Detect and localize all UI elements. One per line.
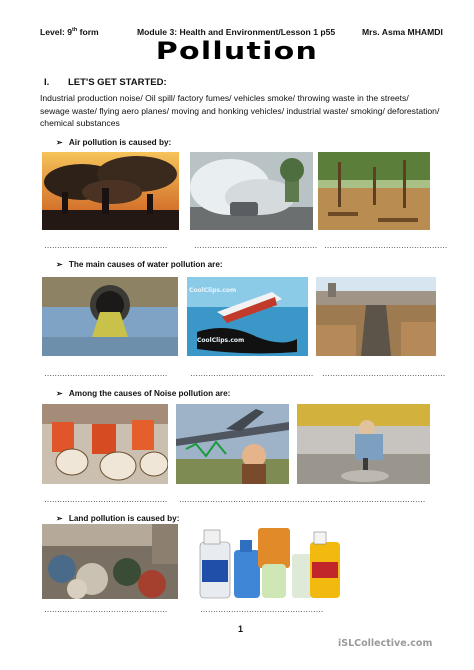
teacher-label: Mrs. Asma MHAMDI bbox=[362, 27, 443, 37]
arrow-icon: ➢ bbox=[56, 260, 63, 269]
air-question: ➢ Air pollution is caused by: bbox=[56, 138, 172, 147]
noise-answer-blank-3[interactable]: ………………………………………… bbox=[302, 495, 426, 504]
clipart-watermark-2: CoolClips.com bbox=[197, 337, 245, 344]
sewage-waste-image bbox=[42, 277, 178, 356]
noise-answer-blank-1[interactable]: ………………………………………… bbox=[44, 495, 168, 504]
noise-question: ➢ Among the causes of Noise pollution are: bbox=[56, 389, 231, 398]
module-label: Module 3: Health and Environment/Lesson 1 p55 bbox=[137, 27, 336, 37]
section-numeral: I. bbox=[44, 77, 50, 88]
water-question: ➢ The main causes of water pollution are: bbox=[56, 260, 223, 269]
water-answer-blank-1[interactable]: ………………………………………… bbox=[44, 369, 168, 378]
page-number: 1 bbox=[238, 624, 244, 634]
water-answer-blank-2[interactable]: ………………………………………… bbox=[190, 369, 314, 378]
land-question: ➢ Land pollution is caused by: bbox=[56, 514, 180, 523]
vehicle-smoke-image bbox=[190, 152, 313, 230]
page-title: Pollution bbox=[155, 37, 319, 65]
land-answer-blank-1[interactable]: ………………………………………… bbox=[44, 605, 168, 614]
air-answer-blank-3[interactable]: ………………………………………… bbox=[324, 241, 448, 250]
section-heading: LET'S GET STARTED: bbox=[68, 77, 167, 88]
street-drummers-image bbox=[42, 404, 168, 484]
chemical-substances-image bbox=[196, 524, 346, 602]
noise-answer-blank-2[interactable]: ………………………………………… bbox=[179, 495, 303, 504]
factory-fumes-image bbox=[42, 152, 179, 230]
land-answer-blank-2[interactable]: ………………………………………… bbox=[200, 605, 324, 614]
water-answer-blank-3[interactable]: ………………………………………… bbox=[322, 369, 446, 378]
air-answer-blank-2[interactable]: ………………………………………… bbox=[194, 241, 318, 250]
arrow-icon: ➢ bbox=[56, 138, 63, 147]
deforestation-image bbox=[318, 152, 430, 230]
arrow-icon: ➢ bbox=[56, 514, 63, 523]
footer-watermark: iSLCollective.com bbox=[338, 638, 433, 649]
road-works-image bbox=[297, 404, 430, 484]
arrow-icon: ➢ bbox=[56, 389, 63, 398]
level-label: Level: 9th form bbox=[40, 27, 99, 37]
oil-spill-image bbox=[187, 277, 308, 356]
vocabulary-list: Industrial production noise/ Oil spill/ factory fumes/ vehicles smoke/ throwing waste in the streets/ sewage waste/ flying aero planes/ moving and honking vehicles/ industrial waste/ smoking/ deforestation/ chemical substances bbox=[40, 93, 440, 128]
aero-plane-image bbox=[176, 404, 289, 484]
street-waste-image bbox=[42, 524, 178, 599]
industrial-waste-image bbox=[316, 277, 436, 356]
clipart-watermark-1: CoolClips.com bbox=[189, 287, 237, 294]
air-answer-blank-1[interactable]: ………………………………………… bbox=[44, 241, 168, 250]
